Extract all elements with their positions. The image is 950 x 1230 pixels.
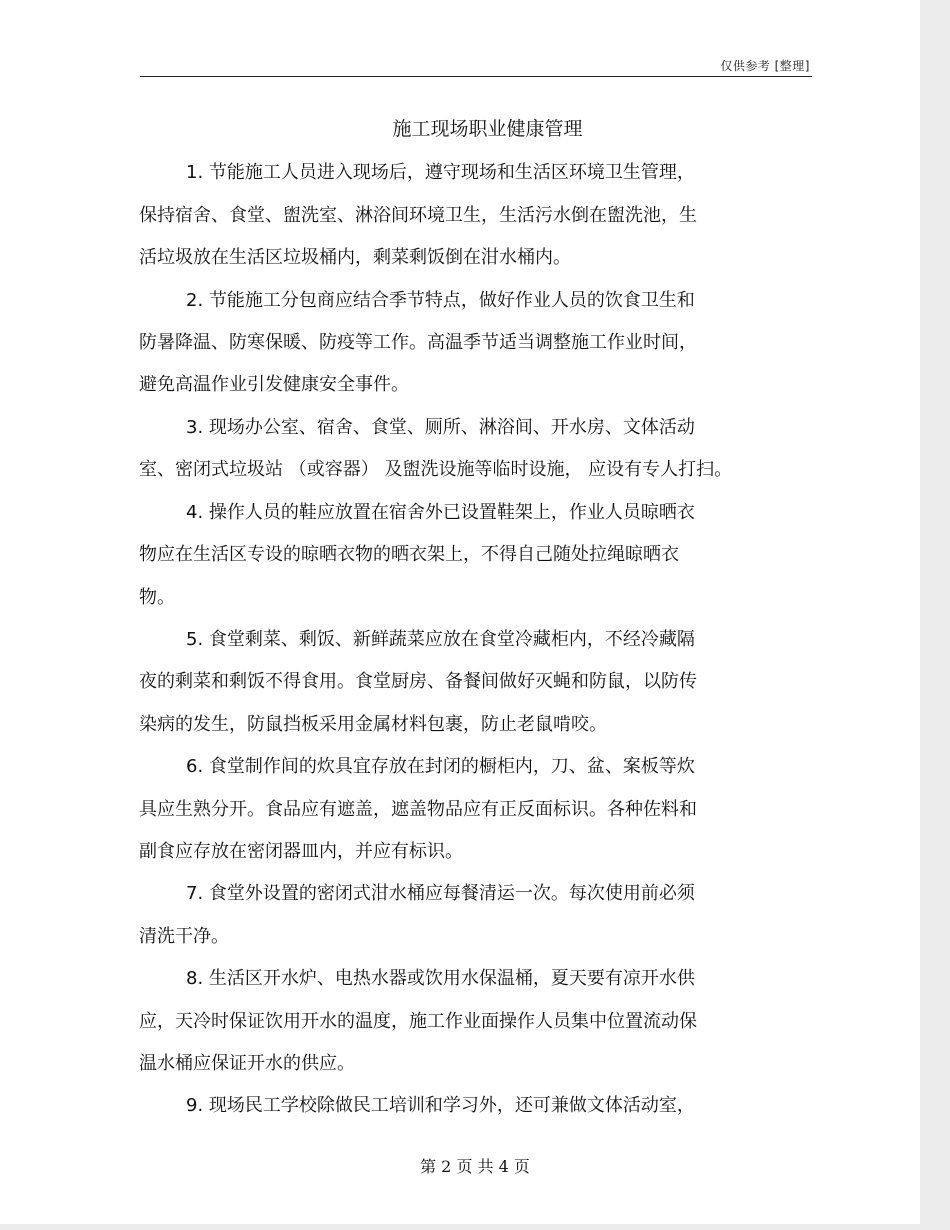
- paragraph-4-line-2: 物应在生活区专设的晾晒衣物的晒衣架上，不得自己随处拉绳晾晒衣: [139, 544, 679, 565]
- page-bottom-shade: [0, 1224, 950, 1230]
- paragraph-5-line-1: 5. 食堂剩菜、剩饭、新鲜蔬菜应放在食堂冷藏柜内，不经冷藏隔: [186, 629, 695, 650]
- paragraph-1-line-3: 活垃圾放在生活区垃圾桶内，剩菜剩饭倒在泔水桶内。: [139, 247, 571, 268]
- paragraph-4-line-3: 物。: [139, 587, 175, 608]
- paragraph-6-line-1: 6. 食堂制作间的炊具宜存放在封闭的橱柜内，刀、盆、案板等炊: [186, 756, 695, 777]
- paragraph-1-line-1: 1. 节能施工人员进入现场后，遵守现场和生活区环境卫生管理，: [186, 162, 695, 183]
- paragraph-2-line-2: 防暑降温、防寒保暖、防疫等工作。高温季节适当调整施工作业时间，: [139, 332, 697, 353]
- paragraph-1-line-2: 保持宿舍、食堂、盥洗室、淋浴间环境卫生，生活污水倒在盥洗池，生: [139, 205, 697, 226]
- paragraph-8-line-3: 温水桶应保证开水的供应。: [139, 1053, 355, 1074]
- paragraph-9-line-1: 9. 现场民工学校除做民工培训和学习外，还可兼做文体活动室，: [186, 1095, 695, 1116]
- paragraph-2-line-3: 避免高温作业引发健康安全事件。: [139, 374, 409, 395]
- paragraph-7-line-1: 7. 食堂外设置的密闭式泔水桶应每餐清运一次。每次使用前必须: [186, 883, 695, 904]
- page-number-footer: 第 2 页 共 4 页: [420, 1157, 530, 1176]
- paragraph-5-line-2: 夜的剩菜和剩饭不得食用。食堂厨房、备餐间做好灭蝇和防鼠，以防传: [139, 671, 697, 692]
- paragraph-8-line-1: 8. 生活区开水炉、电热水器或饮用水保温桶，夏天要有凉开水供: [186, 968, 695, 989]
- paragraph-7-line-2: 清洗干净。: [139, 926, 229, 947]
- paragraph-3-line-2: 室、密闭式垃圾站 （或容器） 及盥洗设施等临时设施， 应设有专人打扫。: [139, 459, 733, 480]
- paragraph-5-line-3: 染病的发生，防鼠挡板采用金属材料包裹，防止老鼠啃咬。: [139, 714, 607, 735]
- paragraph-4-line-1: 4. 操作人员的鞋应放置在宿舍外已设置鞋架上，作业人员晾晒衣: [186, 502, 695, 523]
- document-title: 施工现场职业健康管理: [392, 118, 583, 140]
- paragraph-2-line-1: 2. 节能施工分包商应结合季节特点，做好作业人员的饮食卫生和: [186, 290, 695, 311]
- paragraph-3-line-1: 3. 现场办公室、宿舍、食堂、厕所、淋浴间、开水房、文体活动: [186, 417, 695, 438]
- header-divider: [140, 76, 812, 77]
- paragraph-6-line-3: 副食应存放在密闭器皿内，并应有标识。: [139, 841, 463, 862]
- page-header-label: 仅供参考 [整理]: [720, 59, 810, 73]
- page-margin-shade: [920, 0, 950, 1230]
- paragraph-8-line-2: 应，天冷时保证饮用开水的温度，施工作业面操作人员集中位置流动保: [139, 1011, 697, 1032]
- paragraph-6-line-2: 具应生熟分开。食品应有遮盖，遮盖物品应有正反面标识。各种佐料和: [139, 799, 697, 820]
